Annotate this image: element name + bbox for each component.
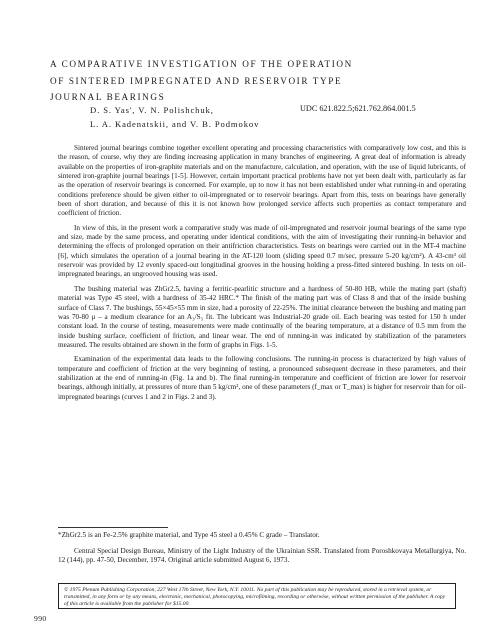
body-paragraph-1: Sintered journal bearings combine together excellent operating and processing characteristics with comparatively low cost, and this is the reason, of course, why they are finding increasing application in many branches of engineering. A great deal of information is already available on the properties of iron-graphite materials and on the manufacture, calculation, and operation, with the use of liquid lubricants, of sintered iron-graphite journal bearings [1-5]. However, certain important practical problems have not yet been dealt with, particularly as far as the operation of reservoir bearings is concerned. For example, up to now it has not been established under what running-in and operating conditions preference should be given either to oil-impregnated or to reservoir bearings. Apart from this, tests on bearings have generally been of short duration, and because of this it is not known how prolonged service affects such properties as contact temperature and coefficient of friction. [58,144,466,218]
authors-line-1: D. S. Yas', V. N. Polishchuk, [90,105,214,115]
body-paragraph-2: In view of this, in the present work a comparative study was made of oil-impregnated and reservoir journal bearings of the same type and size, made by the same process, and operating under identical conditions, with the aim of investigating their running-in behavior and determining the effects of prolonged operation on their antifriction characteristics. Tests on bearings were carried out in the MT-4 machine [6], which simulates the operation of a journal bearing in the AT-120 loom (sliding speed 0.7 m/sec, pressure 5-20 kg/cm²). A 43-cm³ oil reservoir was provided by 12 evenly spaced-out longitudinal grooves in the housing holding a press-fitted sintered bushing. In tests on oil-impregnated bearings, an ungrooved housing was used. [58,223,466,279]
body-paragraph-4: Examination of the experimental data leads to the following conclusions. The running-in process is characterized by high values of temperature and coefficient of friction at the very beginning of testing, a pronounced subsequent decrease in these parameters, and their stabilization at the end of running-in (Fig. 1a and b). The final running-in temperature and coefficient of friction are lower for reservoir bearings, although initially, at pressures of more than 5 kg/cm², one of these parameters (f_max or T_max) is higher for reservoir than for oil-impregnated bearings (curves 1 and 2 in Figs. 2 and 3). [58,355,466,401]
copyright-box: © 1975 Plenum Publishing Corporation, 227 West 17th Street, New York, N.Y. 10011. No part of this publication may be reproduced, stored in a retrieval system, or transmitted, in any form or by any means, electronic, mechanical, photocopying, microfilming, recording or otherwise, without written permission of the publisher. A copy of this article is available from the publisher for $15.00. [58,583,456,609]
body-paragraph-3: The bushing material was ZhGr2.5, having a ferritic-pearlitic structure and a hardness of 50-80 HB, while the mating part (shaft) material was Type 45 steel, with a hardness of 35-42 HRC.* The finish of the mating part was of Class 8 and that of the inside bushing surface of Class 7. The bushings, 55×45×55 mm in size, had a porosity of 22-25%. The initial clearance between the bushing and mating part was 70-80 μ – a medium clearance for an A₃/S₃ fit. The lubricant was Industrial-20 grade oil. Each bearing was tested for 150 h under constant load. In the course of testing, measurements were made continually of the bearing temperature, at a distance of 0.5 mm from the inside bushing surface, coefficient of friction, and linear wear. The end of running-in was indicated by stabilization of the parameters measured. The results obtained are shown in the form of graphs in Figs. 1-5. [58,284,466,349]
title-line-2: OF SINTERED IMPREGNATED AND RESERVOIR TYPE [50,75,343,86]
article-title [50,56,470,106]
udc-code: UDC 621.822.5;621.762.864.001.5 [300,104,416,113]
translator-footnote: *ZhGr2.5 is an Fe-2.5% graphite material, and Type 45 steel a 0.45% C grade – Translator. [58,531,320,539]
title-line-1: A COMPARATIVE INVESTIGATION OF THE OPERATION [50,59,353,69]
page-number: 990 [34,614,47,623]
affiliation-note: Central Special Design Bureau, Ministry of the Light Industry of the Ukrainian SSR. Translated from Poroshkovaya Metallurgiya, No. 12 (144), pp. 47-50, December, 1974. Original article submitted August 6, 1973. [58,547,466,565]
authors-line-2: L. A. Kadenatskii, and V. B. Podmokov [90,118,260,129]
title-line-3: JOURNAL BEARINGS [50,92,166,102]
author-list [90,104,259,131]
article-body [58,144,466,407]
footnote-divider [58,527,168,528]
